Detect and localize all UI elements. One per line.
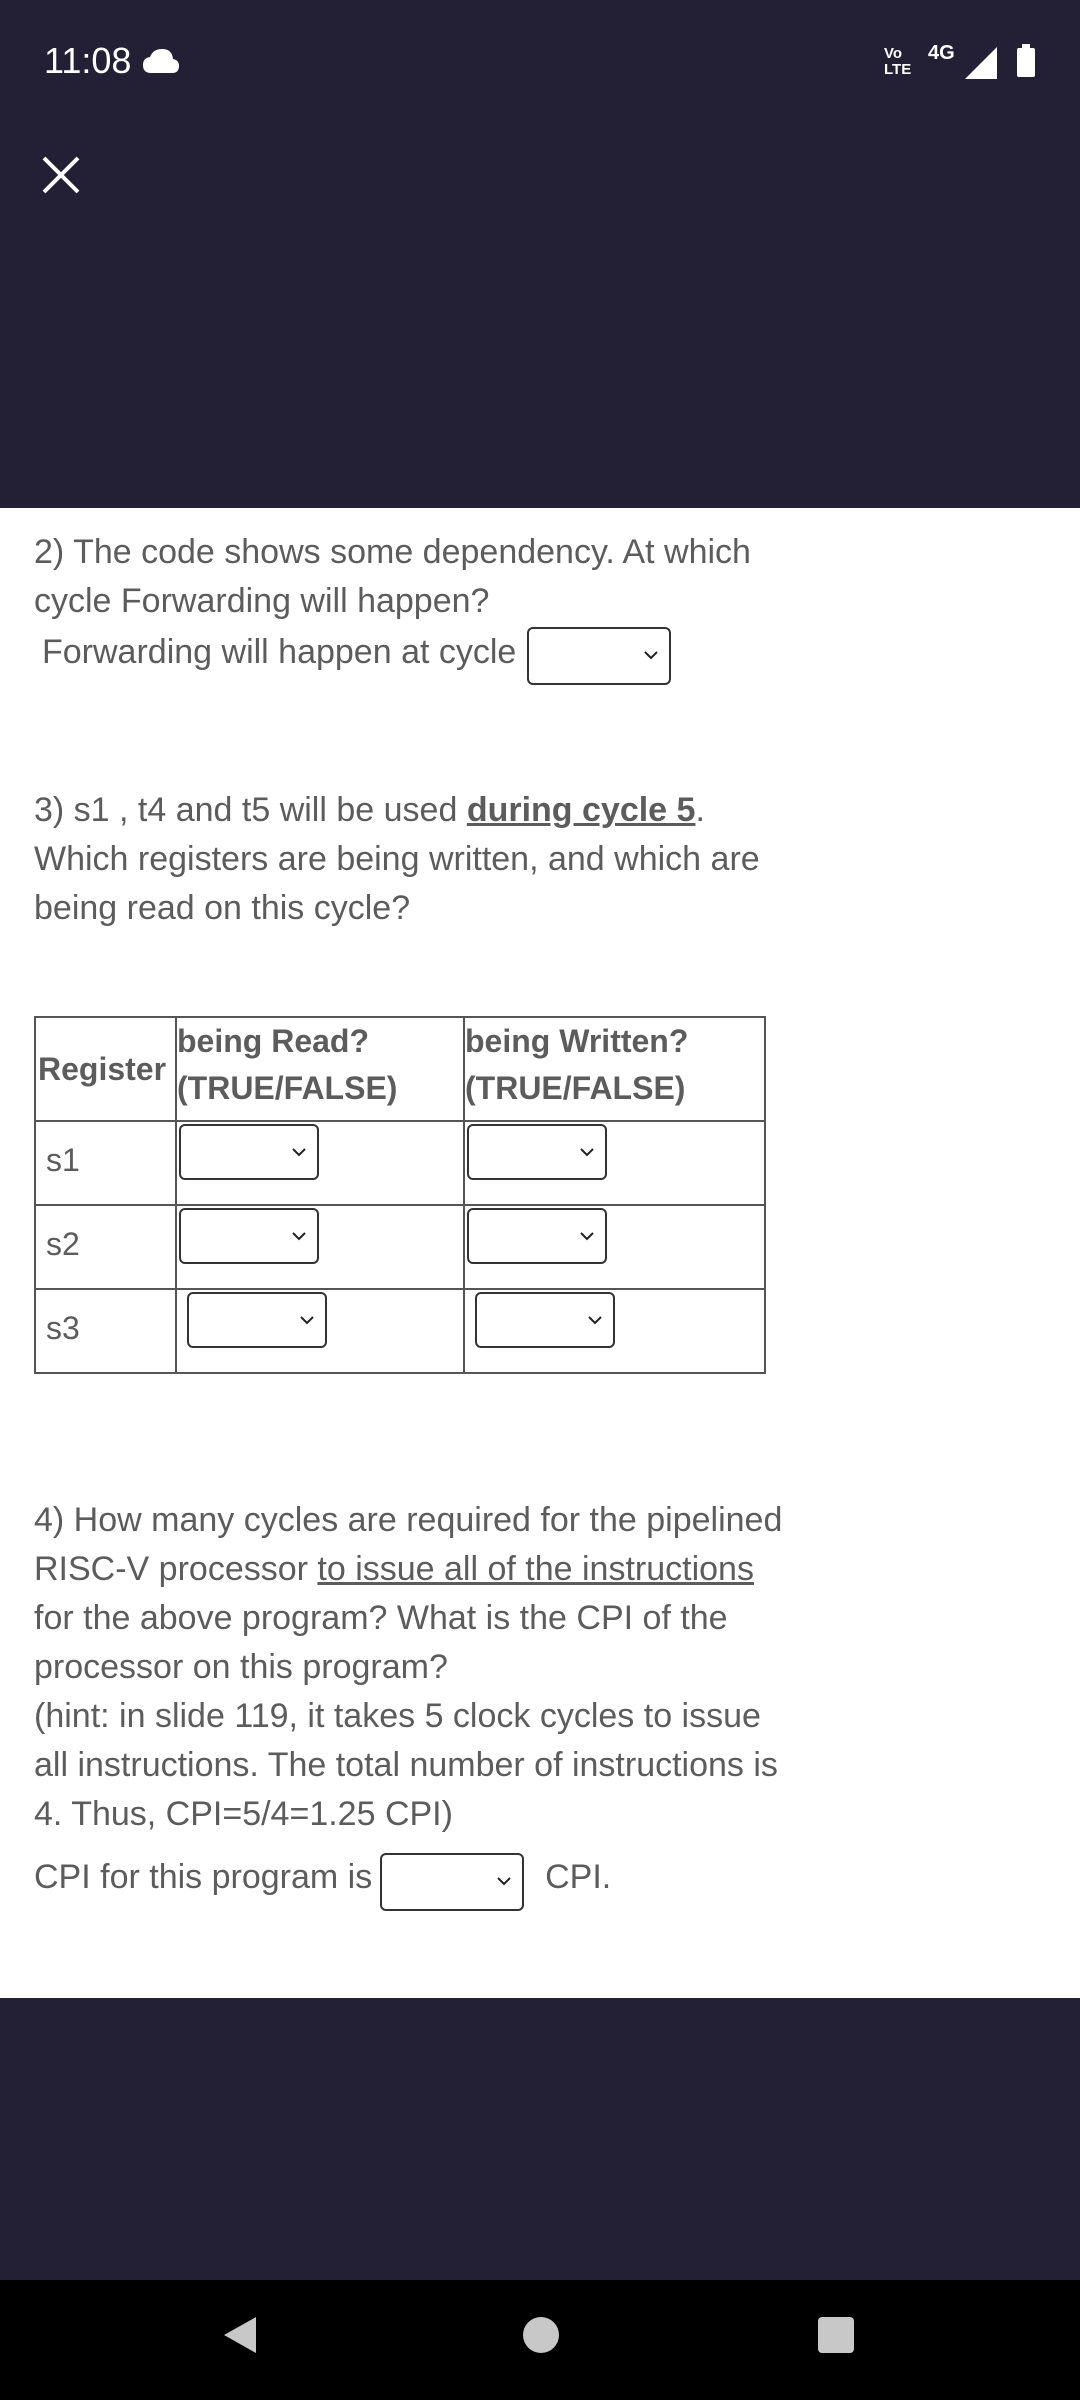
chevron-down-icon <box>579 1230 595 1242</box>
register-label: s3 <box>46 1310 80 1346</box>
volte-top-label: Vo <box>884 45 903 62</box>
register-cell <box>35 1289 176 1373</box>
table-row <box>35 1289 765 1373</box>
question-page <box>0 508 1080 1998</box>
s3-read-select[interactable] <box>187 1292 327 1348</box>
header-read-line1: being Read? <box>177 1023 370 1059</box>
header-register <box>35 1017 176 1121</box>
q4-text-underlined: to issue all of the instructions <box>317 1550 754 1588</box>
back-icon[interactable] <box>222 2315 258 2355</box>
recents-icon[interactable] <box>818 2317 854 2353</box>
close-icon[interactable] <box>36 150 86 200</box>
status-bar <box>0 0 1080 125</box>
q4-suffix: CPI. <box>545 1858 612 1896</box>
battery-icon <box>1016 44 1036 78</box>
read-cell <box>176 1289 464 1373</box>
register-cell <box>35 1121 176 1205</box>
q2-answer-line <box>42 628 516 677</box>
signal-icon <box>964 46 998 80</box>
q3-text-before: 3) s1 , t4 and t5 will be used <box>34 791 467 829</box>
q4-prefix: CPI for this program is <box>34 1858 373 1896</box>
volte-bottom-label: LTE <box>884 61 912 78</box>
q4-text-b: for the above program? What is the CPI of the processor on this program? <box>34 1599 728 1686</box>
q3-text <box>34 786 794 933</box>
header-read-line2: (TRUE/FALSE) <box>177 1070 398 1106</box>
table-row <box>35 1121 765 1205</box>
header-register-label: Register <box>38 1050 167 1087</box>
chevron-down-icon <box>299 1314 315 1326</box>
written-cell <box>464 1121 765 1205</box>
network-type: 4G <box>928 42 955 64</box>
cloud-icon <box>142 48 180 74</box>
table-header-row <box>35 1017 765 1121</box>
forwarding-cycle-select[interactable] <box>527 627 671 685</box>
q4-text-a: 4) How many cycles are required for the pipelined RISC-V processor <box>34 1501 783 1588</box>
chevron-down-icon <box>496 1875 512 1887</box>
q3-text-after: . Which registers are being written, and which are being read on this cycle? <box>34 791 760 927</box>
status-time: 11:08 <box>44 40 132 81</box>
chevron-down-icon <box>291 1146 307 1158</box>
header-written-line1: being Written? <box>465 1023 689 1059</box>
register-label: s2 <box>46 1226 80 1262</box>
s1-read-select[interactable] <box>179 1124 319 1180</box>
q3-text-emphasis: during cycle 5 <box>466 791 696 829</box>
chevron-down-icon <box>643 649 659 661</box>
s2-read-select[interactable] <box>179 1208 319 1264</box>
chevron-down-icon <box>587 1314 603 1326</box>
q4-answer-line <box>34 1853 611 1902</box>
chevron-down-icon <box>579 1146 595 1158</box>
written-cell <box>464 1289 765 1373</box>
q4-text <box>34 1496 794 1839</box>
register-label: s1 <box>46 1142 80 1178</box>
cpi-select[interactable] <box>380 1853 524 1911</box>
read-cell <box>176 1121 464 1205</box>
header-written <box>464 1017 765 1121</box>
navigation-bar <box>0 2280 1080 2400</box>
register-table <box>34 1016 766 1374</box>
s3-written-select[interactable] <box>475 1292 615 1348</box>
home-icon[interactable] <box>523 2317 559 2353</box>
table-row <box>35 1205 765 1289</box>
s1-written-select[interactable] <box>467 1124 607 1180</box>
written-cell <box>464 1205 765 1289</box>
read-cell <box>176 1205 464 1289</box>
q4-hint: (hint: in slide 119, it takes 5 clock cycles to issue all instructions. The total number of instructions is 4. Thus, CPI=5/4=1.25 CPI) <box>34 1697 778 1833</box>
chevron-down-icon <box>291 1230 307 1242</box>
volte-indicator <box>884 46 911 78</box>
header-read <box>176 1017 464 1121</box>
register-cell <box>35 1205 176 1289</box>
header-written-line2: (TRUE/FALSE) <box>465 1070 686 1106</box>
q2-text: 2) The code shows some dependency. At which cycle Forwarding will happen? <box>34 533 751 620</box>
q2-prefix: Forwarding will happen at cycle <box>42 633 517 671</box>
s2-written-select[interactable] <box>467 1208 607 1264</box>
